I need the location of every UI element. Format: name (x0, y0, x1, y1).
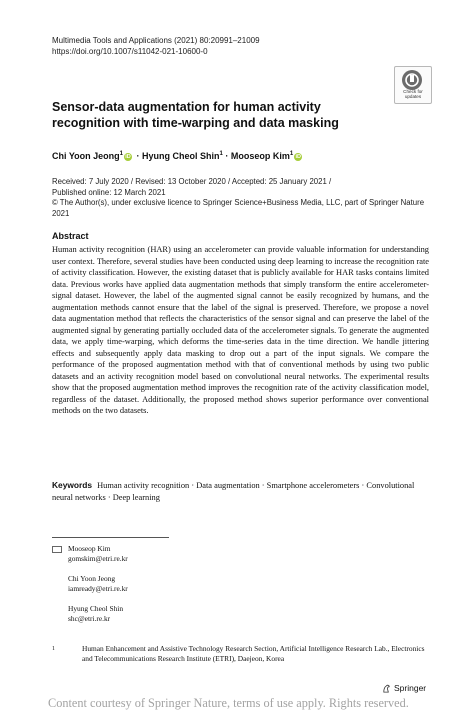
abstract-heading: Abstract (52, 231, 89, 241)
envelope-icon (52, 546, 62, 553)
publication-dates (52, 177, 432, 219)
badge-line-2: updates (404, 94, 422, 100)
contact-email[interactable]: shc@etri.re.kr (68, 614, 111, 623)
orcid-icon[interactable]: iD (125, 154, 131, 160)
check-for-updates-badge[interactable] (394, 66, 432, 104)
footnote-divider (52, 537, 169, 538)
keywords-text: Human activity recognition · Data augmentation · Smartphone accelerometers · Convolutional neural networks · Deep learning (52, 481, 415, 502)
dates-line-2: Published online: 12 March 2021 (52, 187, 166, 197)
journal-header (52, 36, 260, 57)
affiliation-text: Human Enhancement and Assistive Technology Research Section, Artificial Intelligence Research Lab., Electronics and Telecommunications Research Institute (ETRI), Daejeon, Korea (82, 644, 425, 663)
publisher-name: Springer (394, 683, 427, 693)
publisher-logo (382, 683, 426, 693)
author-name[interactable]: Chi Yoon Jeong (52, 151, 120, 161)
author-list: Chi Yoon Jeong$^1$ iD · Hyung Cheol Shin$^1$ · Mooseop Kim$^1$ iD (52, 151, 301, 161)
contact-name: Chi Yoon Jeong (68, 574, 116, 583)
orcid-icon[interactable]: iD (295, 154, 301, 160)
copyright-line: © The Author(s), under exclusive licence to Springer Science+Business Media, LLC, part of Springer Nature 2021 (52, 198, 425, 218)
author-affiliation-mark: 1 (289, 151, 294, 157)
keywords-block (52, 480, 429, 503)
contact-name: Hyung Cheol Shin (68, 604, 124, 613)
paper-title: Sensor-data augmentation for human activity recognition with time-warping and data masking (52, 100, 339, 130)
author-name[interactable]: Hyung Cheol Shin (142, 151, 220, 161)
springer-horse-icon (382, 684, 391, 693)
bookmark-icon (402, 70, 422, 90)
dates-line-1: Received: 7 July 2020 / Revised: 13 October 2020 / Accepted: 25 January 2021 / (52, 177, 332, 186)
journal-citation: Multimedia Tools and Applications (2021) 80:20991–21009 (52, 36, 260, 45)
author-affiliation-mark: 1 (119, 151, 124, 157)
badge-line-1: Check for (403, 89, 423, 94)
keywords-label: Keywords (52, 480, 93, 490)
doi-link[interactable]: https://doi.org/10.1007/s11042-021-10600-0 (52, 46, 208, 56)
contact-email[interactable]: iamready@etri.re.kr (68, 584, 128, 593)
contact-email[interactable]: gomskim@etri.re.kr (68, 554, 128, 563)
author-affiliation-mark: 1 (219, 151, 223, 157)
affiliation-number: 1 (52, 646, 55, 652)
abstract-text: Human activity recognition (HAR) using an accelerometer can provide valuable information for understanding user context. Therefore, several studies have been conducted using deep learning to increase the recognition rate of activity classification. However, the existing dataset that is publicly available for HAR tasks contains limited data. Previous works have applied data augmentation methods that simply transform the entire accelerometer-signal dataset. However, the label of the augmented signal cannot be easily recognized by humans, and the augmentation methods cannot ensure that the label of the signal is preserved. Therefore, we propose a novel data augmentation method that reflects the characteristics of the sensor signal and can preserve the label of the augmented signal by generating partially occluded data of the accelerometer signals. To generate the augmented data, we apply time-warping, which deforms the time-series data in the time direction. We handle jittering effects and subsequently apply data masking to drop out a part of the input signals. We compare the performance of the proposed augmentation method with that of conventional methods by using two public datasets and an activity recognition model based on convolutional neural networks. The experimental results show that the proposed augmentation method improves the recognition rate of the activity classification model, regardless of the dataset. Additionally, the proposed method shows superior performance over conventional methods on the two datasets. (52, 245, 429, 415)
update-icon (402, 70, 422, 90)
contact-name: Mooseop Kim (68, 544, 111, 553)
author-name[interactable]: Mooseop Kim (230, 151, 290, 161)
courtesy-footer: Content courtesy of Springer Nature, terms of use apply. Rights reserved. (48, 696, 409, 710)
